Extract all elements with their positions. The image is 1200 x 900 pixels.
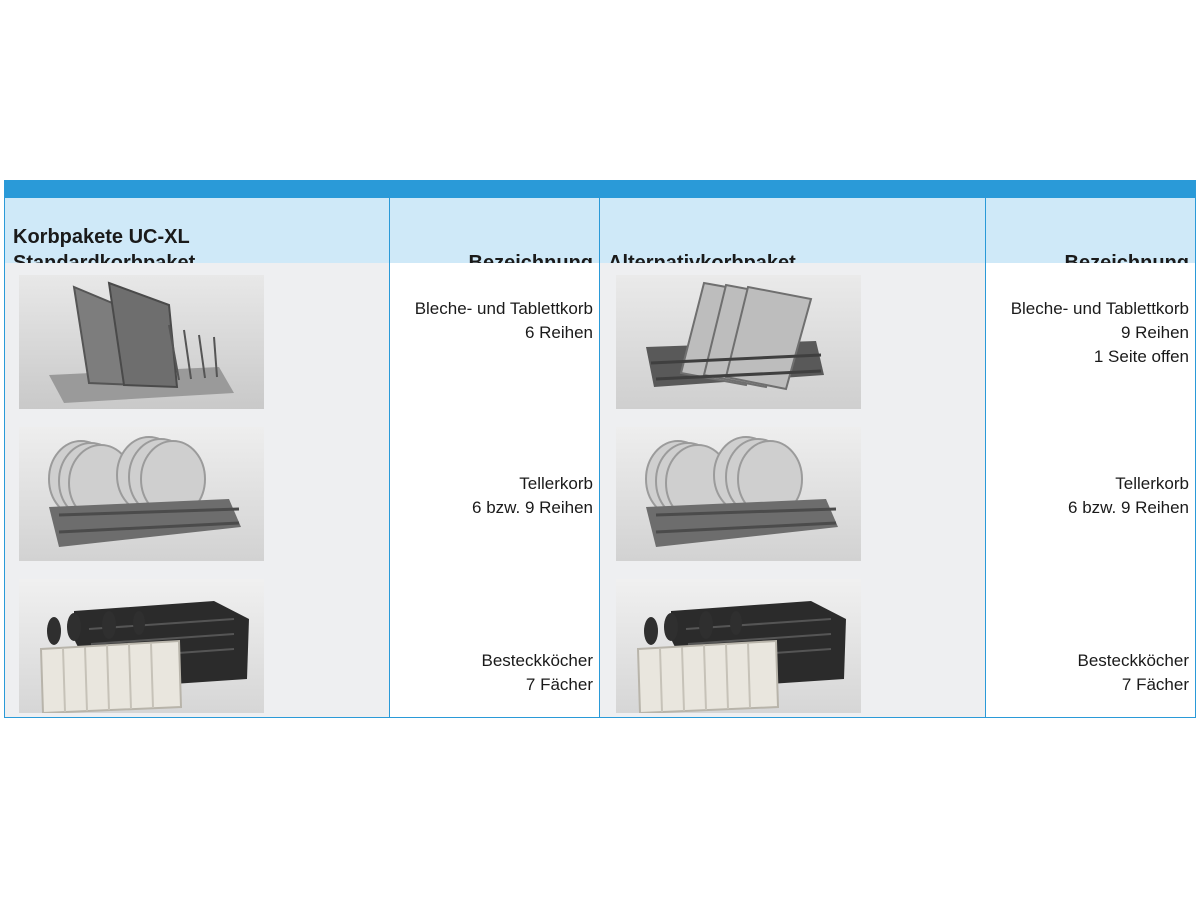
column-body <box>390 263 599 717</box>
description-line: Bleche- und Tablettkorb <box>1010 299 1189 318</box>
description-line: Tellerkorb <box>519 474 593 493</box>
description-line: 9 Reihen <box>1120 323 1189 342</box>
description-plate-basket <box>472 472 593 520</box>
description-tray-rack <box>415 297 593 345</box>
header-bar <box>390 181 599 198</box>
basket-package-table <box>4 180 1196 718</box>
description-line: Besteckköcher <box>481 651 593 670</box>
description-cutlery-basket <box>482 649 594 697</box>
table-title: Korbpakete UC-XL <box>13 226 190 248</box>
cutlery-basket-photo <box>19 579 264 713</box>
description-line: Bleche- und Tablettkorb <box>414 299 593 318</box>
description-line: Tellerkorb <box>1115 474 1189 493</box>
column-body <box>5 263 389 717</box>
description-line: 6 bzw. 9 Reihen <box>472 498 593 517</box>
column-body <box>986 263 1195 717</box>
description-line: 6 Reihen <box>524 323 593 342</box>
tray-rack-photo <box>19 275 264 409</box>
description-line: Besteckköcher <box>1077 651 1189 670</box>
description-line: 7 Fächer <box>1121 675 1189 694</box>
column-standard-images <box>5 181 390 717</box>
description-line: 7 Fächer <box>525 675 593 694</box>
header-bar <box>986 181 1195 198</box>
header-bar <box>5 181 389 198</box>
column-alternative-descriptions <box>986 181 1195 717</box>
description-cutlery-basket <box>1078 649 1190 697</box>
description-tray-basket <box>1011 297 1189 369</box>
column-body <box>600 263 985 717</box>
plate-basket-photo <box>19 427 264 561</box>
header-bar <box>600 181 985 198</box>
cutlery-basket-photo <box>616 579 861 713</box>
column-standard-descriptions <box>390 181 600 717</box>
column-alternative-images <box>600 181 986 717</box>
plate-basket-photo <box>616 427 861 561</box>
description-line: 1 Seite offen <box>1093 347 1189 366</box>
tray-basket-photo <box>616 275 861 409</box>
description-line: 6 bzw. 9 Reihen <box>1068 498 1189 517</box>
description-plate-basket <box>1068 472 1189 520</box>
